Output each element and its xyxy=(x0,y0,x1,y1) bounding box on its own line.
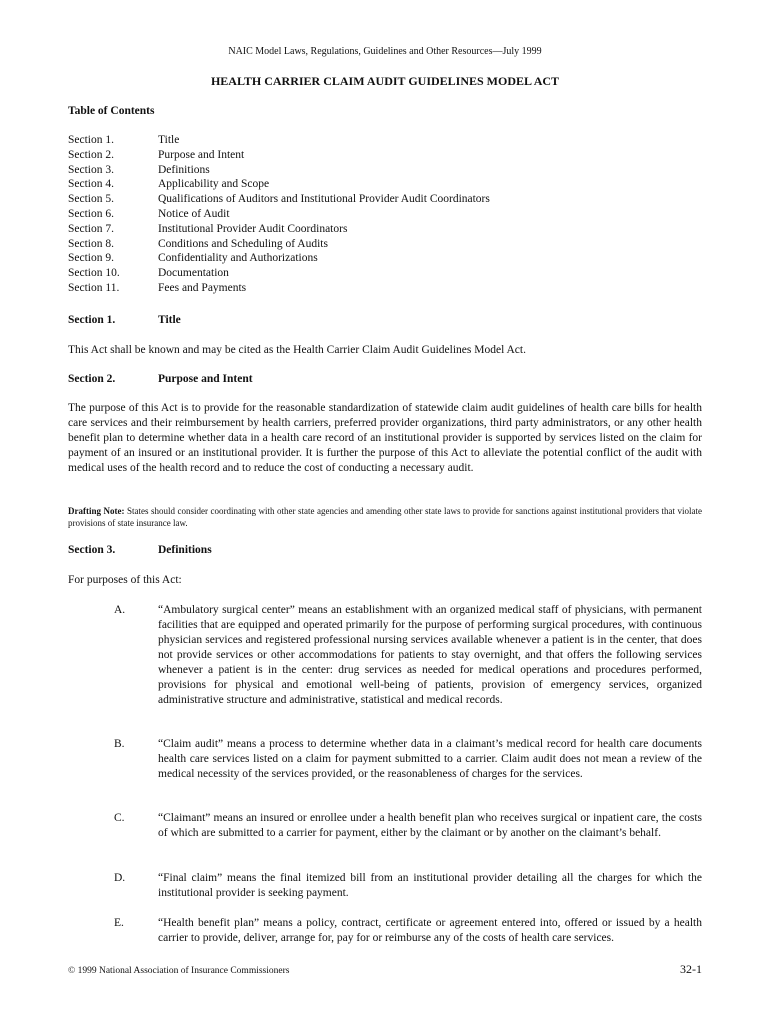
page-number: 32-1 xyxy=(680,962,702,976)
toc-section-title: Qualifications of Auditors and Institutional Provider Audit Coordinators xyxy=(158,193,490,206)
toc-section-number: Section 1. xyxy=(68,134,114,146)
toc-section-title: Fees and Payments xyxy=(158,281,247,294)
toc-section-number: Section 8. xyxy=(68,237,114,250)
toc-section-number: Section 11. xyxy=(68,281,120,294)
toc-section-number: Section 5. xyxy=(68,193,114,206)
toc-section-title: Institutional Provider Audit Coordinators xyxy=(158,222,348,235)
section-title: Definitions xyxy=(158,544,212,556)
toc-section-title: Notice of Audit xyxy=(158,207,230,220)
definition-letter: A. xyxy=(114,604,126,616)
toc-section-number: Section 7. xyxy=(68,222,114,235)
toc-section-number: Section 10. xyxy=(68,267,120,280)
section-number: Section 2. xyxy=(68,373,116,385)
toc-row xyxy=(68,237,490,252)
definition-text: “Ambulatory surgical center” means an establishment with an organized medical staff of physicians, with permanent facilities that are equipped and operated primarily for the purpose of performing surgical procedures, with continuous physician services and registered professional nursing services available whenever a patient is in the center, that does not provide services or other accommodations for patients to stay overnight, and that offers the following services whenever a patient is in the center: drug services as needed for medical operations and procedures performed, provisions for physical and emotional well-being of patients, provision of emergency services, organized administrative structure and administrative, statistical and medical records. xyxy=(158,604,702,706)
toc-section-title: Title xyxy=(158,134,180,146)
toc-row xyxy=(68,133,490,148)
definition-text: “Claim audit” means a process to determine whether data in a claimant’s medical record for health care documents health care services listed on a claim for payment submitted to a carrier. Claim audit does not mean a review of the medical necessity of the services provided, or the reasonableness of charges for the services. xyxy=(158,738,702,780)
toc-row xyxy=(68,148,490,163)
definition-text: “Claimant” means an insured or enrollee under a health benefit plan who receives surgical or inpatient care, the costs of which are submitted to a carrier for payment, either by the claimant or by another on the claimant’s behalf. xyxy=(158,812,702,839)
section-1-heading xyxy=(68,313,181,328)
toc-section-number: Section 2. xyxy=(68,148,114,161)
toc-section-title: Documentation xyxy=(158,267,229,280)
document-title: HEALTH CARRIER CLAIM AUDIT GUIDELINES MODEL ACT xyxy=(210,74,560,88)
toc-row xyxy=(68,281,490,296)
toc-row xyxy=(68,192,490,207)
section-title: Title xyxy=(158,314,181,326)
definition-item xyxy=(114,603,702,708)
definition-text: “Health benefit plan” means a policy, contract, certificate or agreement entered into, offered or issued by a health carrier to provide, deliver, arrange for, pay for or reimburse any of the costs of health care services. xyxy=(158,917,702,944)
section-2-text: The purpose of this Act is to provide for the reasonable standardization of statewide claim audit guidelines of health care bills for health care services and their reimbursement by health carriers, preferred provider organizations, third party administrators, or any other health benefit plan to determine whether data in a health care record of an institutional provider is supported by services listed on the claim for payment of an insured or an institutional provider. It is further the purpose of this Act to alleviate the potential conflict of the audit with medical uses of the health record and to reduce the cost of conducting a necessary audit. xyxy=(68,402,702,474)
toc-row xyxy=(68,251,490,266)
toc-section-number: Section 9. xyxy=(68,252,114,265)
toc-section-number: Section 4. xyxy=(68,178,114,191)
section-2-heading xyxy=(68,372,253,387)
definition-item xyxy=(114,737,702,782)
toc-row xyxy=(68,163,490,178)
definition-text: “Final claim” means the final itemized bill from an institutional provider detailing all the charges for which the institutional provider is seeking payment. xyxy=(158,872,702,899)
toc-section-title: Definitions xyxy=(158,163,210,176)
toc-section-number: Section 6. xyxy=(68,207,114,220)
definition-item xyxy=(114,916,702,946)
copyright-notice: © 1999 National Association of Insurance Commissioners xyxy=(68,966,290,976)
definition-letter: B. xyxy=(114,738,125,750)
section-1-text: This Act shall be known and may be cited as the Health Carrier Claim Audit Guidelines Model Act. xyxy=(68,344,526,356)
section-title: Purpose and Intent xyxy=(158,373,253,385)
section-number: Section 3. xyxy=(68,544,116,556)
section-3-heading xyxy=(68,543,212,558)
table-of-contents xyxy=(68,133,490,296)
toc-row xyxy=(68,222,490,237)
toc-section-title: Confidentiality and Authorizations xyxy=(158,252,318,265)
definition-letter: C. xyxy=(114,812,125,824)
toc-section-title: Applicability and Scope xyxy=(158,178,270,191)
section-number: Section 1. xyxy=(68,314,116,326)
definition-item xyxy=(114,871,702,901)
toc-section-title: Purpose and Intent xyxy=(158,148,245,161)
toc-row xyxy=(68,207,490,222)
running-head: NAIC Model Laws, Regulations, Guidelines and Other Resources—July 1999 xyxy=(228,46,542,57)
definition-item xyxy=(114,811,702,841)
section-3-intro: For purposes of this Act: xyxy=(68,574,182,586)
drafting-note-text: States should consider coordinating with other state agencies and amending other state laws to provide for sanctions against institutional providers that violate provisions of state insurance law. xyxy=(68,506,703,528)
drafting-note-label: Drafting Note: xyxy=(68,506,125,516)
toc-row xyxy=(68,177,490,192)
toc-section-title: Conditions and Scheduling of Audits xyxy=(158,237,328,250)
toc-heading: Table of Contents xyxy=(68,105,155,117)
toc-section-number: Section 3. xyxy=(68,163,114,176)
definition-letter: E. xyxy=(114,917,124,929)
drafting-note xyxy=(68,505,702,529)
toc-row xyxy=(68,266,490,281)
definition-letter: D. xyxy=(114,872,126,884)
